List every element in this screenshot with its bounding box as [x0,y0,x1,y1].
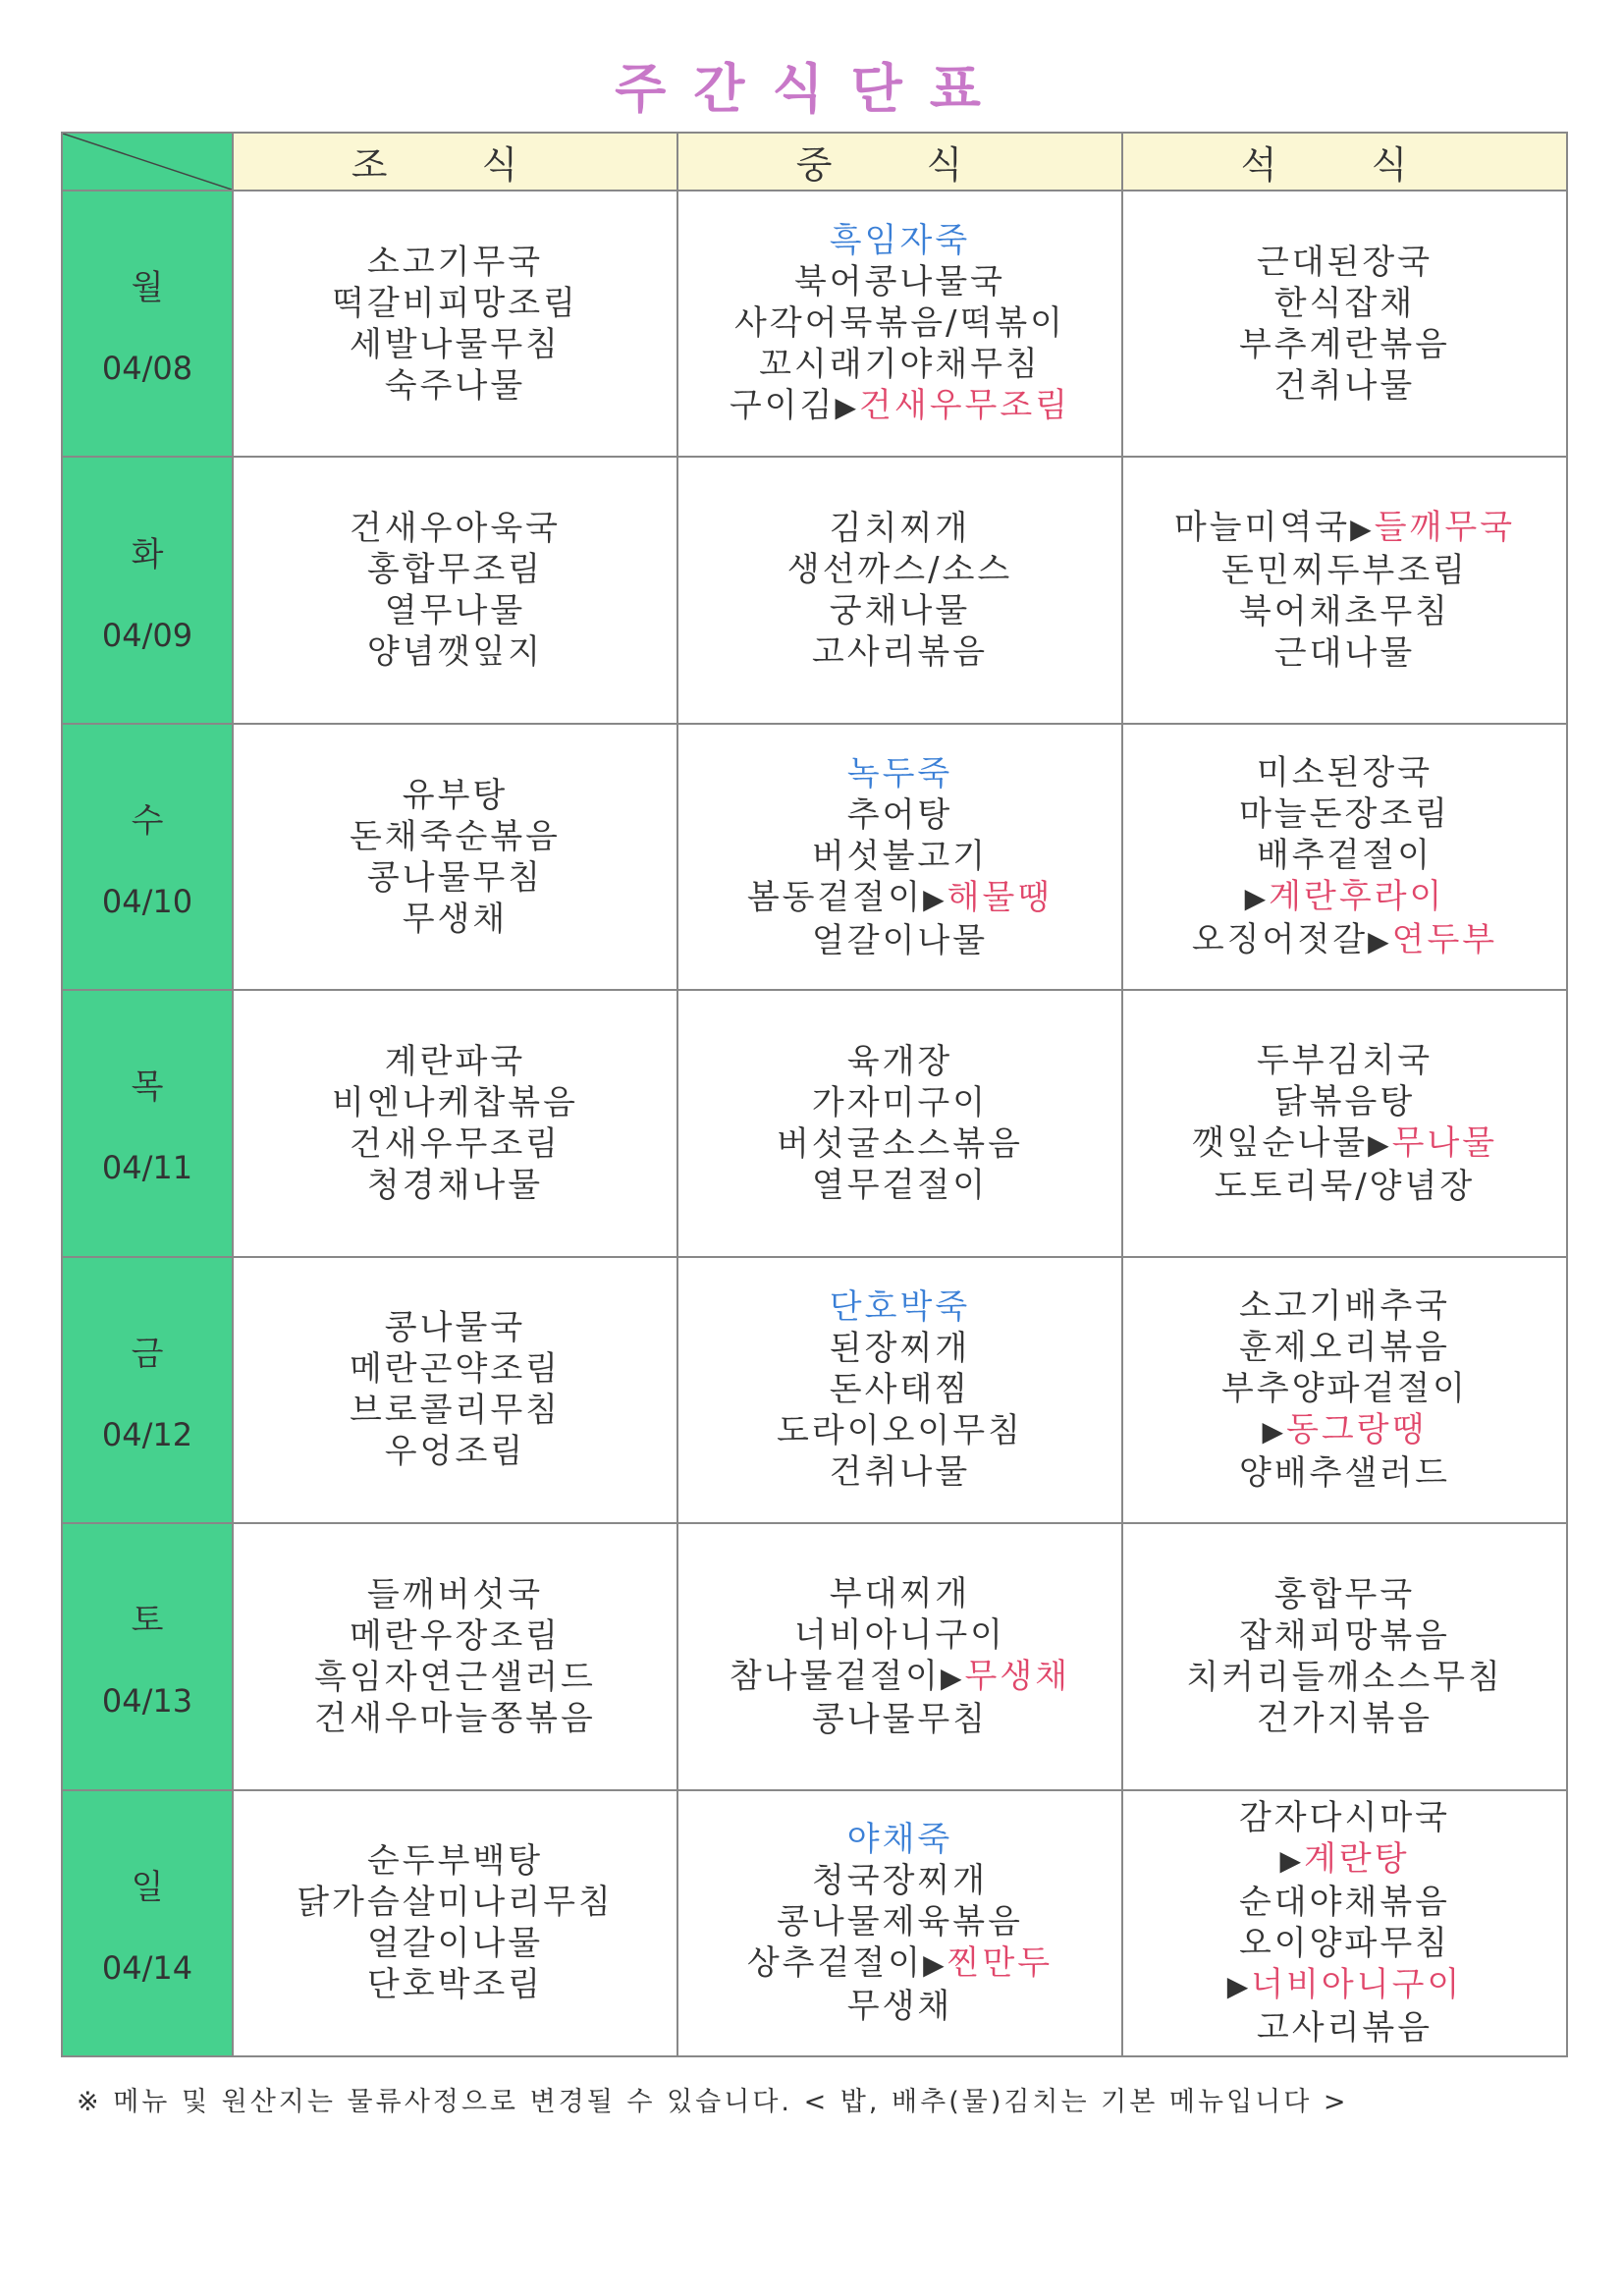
menu-text: 고사리볶음 [811,632,989,673]
menu-item [234,1615,676,1657]
menu-text: 깻잎순나물 [1191,1122,1369,1163]
menu-item [234,1574,676,1615]
menu-item [234,816,676,857]
menu-item [678,1699,1121,1740]
menu-item [234,324,676,365]
menu-item [1123,1657,1566,1698]
menu-text: 콩나물제육볶음 [777,1902,1023,1942]
substitute-arrow-icon: ▶ [1226,1970,1252,2003]
menu-item [678,631,1121,673]
menu-text: 건취나물 [1273,365,1416,406]
menu-item [1123,1040,1566,1081]
substitute-text: 동그랑땡 [1286,1410,1428,1450]
substitute-arrow-icon: ▶ [1350,513,1375,546]
menu-text: 북어콩나물국 [793,261,1006,301]
menu-text: 유부탕 [402,775,509,815]
menu-text: 생선까스/소스 [786,550,1013,590]
menu-item [234,590,676,631]
menu-item [678,261,1121,302]
menu-item [678,1986,1121,2027]
menu-text: 양념깻잎지 [366,632,544,673]
menu-item [1123,283,1566,324]
menu-text: 버섯불고기 [811,836,989,876]
menu-text: 돈채죽순볶음 [349,816,562,856]
substitute-text: 들깨무국 [1374,508,1516,548]
menu-item [678,220,1121,261]
menu-text: 콩나물무침 [811,1699,989,1739]
menu-item [678,1901,1121,1942]
menu-item [234,1964,676,2005]
menu-body [62,191,1567,2056]
day-row [62,990,1567,1256]
day-row [62,724,1567,990]
corner-cell [62,133,233,191]
porridge-text: 흑임자죽 [829,220,971,260]
breakfast-cell [233,724,677,990]
menu-item [234,1041,676,1082]
menu-item [678,1614,1121,1656]
substitute-arrow-icon: ▶ [940,1661,965,1694]
menu-text: 소고기무국 [366,242,544,282]
menu-text: 계란파국 [384,1041,526,1081]
menu-item [234,1923,676,1964]
porridge-text: 녹두죽 [846,753,953,793]
menu-text: 청국장찌개 [811,1861,989,1901]
menu-text: 건새우무조림 [349,1123,562,1164]
menu-item [1123,1964,1566,2007]
menu-item [678,1860,1121,1901]
menu-text: 얼갈이나물 [811,920,989,960]
menu-text: 열무겉절이 [811,1165,989,1205]
menu-item [678,1041,1121,1082]
menu-text: 부대찌개 [829,1573,971,1613]
menu-item [234,365,676,407]
menu-item [234,1840,676,1882]
header-row [62,133,1567,191]
day-row [62,1790,1567,2056]
menu-text: 배추겉절이 [1256,835,1434,875]
breakfast-cell [233,990,677,1256]
day-date: 04/11 [101,1149,193,1187]
dinner-cell [1122,1790,1567,2056]
menu-text: 된장찌개 [829,1329,971,1369]
substitute-arrow-icon: ▶ [835,390,859,423]
menu-text: 얼갈이나물 [366,1924,544,1964]
menu-text: 메란곤약조림 [349,1349,562,1390]
menu-item [234,1082,676,1123]
menu-text: 흑임자연근샐러드 [314,1657,596,1697]
porridge-text: 단호박죽 [829,1287,971,1328]
dinner-cell [1122,1523,1567,1789]
day-cell [62,1523,233,1789]
menu-text: 단호박조림 [366,1965,544,2005]
menu-item [234,283,676,324]
day-name: 금 [131,1334,164,1374]
day-row [62,1523,1567,1789]
dinner-cell [1122,191,1567,457]
menu-text: 브로콜리무침 [349,1391,562,1431]
menu-item [678,1819,1121,1860]
substitute-text: 계란탕 [1304,1839,1410,1880]
menu-item [234,1123,676,1165]
menu-text: 사각어묵볶음/떡볶이 [733,302,1066,343]
menu-item [678,1656,1121,1699]
menu-text: 돈민찌두부조림 [1221,551,1468,591]
menu-text: 홍합무국 [1273,1574,1416,1614]
menu-text: 순두부백탕 [366,1841,544,1882]
menu-text: 메란우장조림 [349,1615,562,1656]
lunch-cell [677,724,1122,990]
menu-text: 돈사태찜 [829,1370,971,1410]
menu-item [678,1451,1121,1493]
menu-item [678,385,1121,428]
menu-text: 너비아니구이 [793,1614,1006,1655]
menu-text: 순대야채볶음 [1238,1883,1451,1923]
menu-item [234,1698,676,1739]
dinner-cell [1122,457,1567,723]
header-dinner: 석 식 [1122,133,1567,191]
weekly-menu-table [61,132,1568,2057]
day-cell [62,724,233,990]
menu-item [678,508,1121,549]
menu-item [1123,324,1566,365]
menu-text: 김치찌개 [829,509,971,549]
dinner-cell [1122,724,1567,990]
menu-text: 들깨버섯국 [366,1574,544,1614]
day-cell [62,457,233,723]
menu-item [1123,1409,1566,1452]
breakfast-cell [233,191,677,457]
menu-item [678,344,1121,385]
breakfast-cell [233,1523,677,1789]
menu-item [234,1431,676,1472]
menu-item [678,1082,1121,1123]
menu-item [1123,876,1566,919]
menu-item [1123,1368,1566,1409]
substitute-arrow-icon: ▶ [923,882,947,915]
menu-text: 건취나물 [829,1452,971,1493]
substitute-arrow-icon: ▶ [1244,881,1270,914]
substitute-arrow-icon: ▶ [923,1948,947,1982]
menu-text: 근대된장국 [1256,242,1434,282]
menu-item [234,631,676,673]
menu-text: 두부김치국 [1256,1040,1434,1080]
substitute-arrow-icon: ▶ [1368,924,1392,957]
day-row [62,191,1567,457]
menu-text: 육개장 [846,1041,953,1081]
menu-text: 잡채피망볶음 [1238,1615,1451,1656]
menu-text: 홍합무조림 [366,550,544,590]
menu-text: 마늘미역국 [1173,508,1351,548]
menu-item [1123,1923,1566,1964]
substitute-text: 계란후라이 [1269,876,1445,916]
lunch-cell [677,191,1122,457]
day-date: 04/14 [101,1948,193,1987]
menu-text: 부추계란볶음 [1238,324,1451,364]
menu-text: 청경채나물 [366,1165,544,1205]
menu-item [678,1942,1121,1986]
substitute-text: 연두부 [1391,919,1498,959]
menu-item [1123,793,1566,835]
menu-item [1123,1797,1566,1838]
substitute-arrow-icon: ▶ [1368,1127,1392,1161]
menu-item [234,1657,676,1698]
lunch-cell [677,457,1122,723]
menu-item [234,508,676,549]
substitute-arrow-icon: ▶ [1279,1844,1304,1878]
menu-text: 닭볶음탕 [1273,1081,1416,1121]
menu-text: 무생채 [402,899,509,939]
menu-item [1123,1081,1566,1122]
menu-text: 한식잡채 [1273,283,1416,323]
menu-item [678,836,1121,877]
menu-item [678,1410,1121,1451]
menu-text: 참나물겉절이 [729,1656,941,1696]
page-title: 주간식단표 [615,58,1008,120]
menu-text: 북어채초무침 [1238,592,1451,632]
menu-text: 꼬시래기야채무침 [759,344,1041,384]
menu-item [234,1165,676,1206]
menu-item [678,794,1121,836]
menu-item [234,775,676,816]
day-date: 04/13 [101,1682,193,1721]
menu-item [678,302,1121,344]
menu-text: 훈제오리볶음 [1238,1328,1451,1368]
menu-item [1123,1882,1566,1923]
menu-text: 세발나물무침 [349,324,562,364]
menu-item [1123,1838,1566,1882]
menu-item [678,1328,1121,1369]
day-cell [62,1257,233,1523]
menu-text: 미소된장국 [1256,752,1434,793]
day-name: 수 [131,801,164,842]
lunch-cell [677,1790,1122,2056]
substitute-text: 건새우무조림 [859,385,1071,425]
menu-item [678,549,1121,590]
menu-text: 구이김 [729,385,836,425]
menu-item [1123,1615,1566,1657]
menu-text: 치커리들깨소스무침 [1186,1657,1503,1697]
day-date: 04/10 [101,883,193,921]
substitute-text: 무생채 [964,1656,1071,1696]
day-name: 목 [131,1067,164,1108]
menu-text: 버섯굴소스볶음 [777,1123,1023,1164]
menu-text: 숙주나물 [384,365,526,406]
menu-text: 오징어젓갈 [1191,919,1369,959]
menu-text: 비엔나케찹볶음 [332,1082,578,1122]
menu-text: 건새우마늘쫑볶음 [314,1698,596,1738]
menu-item [1123,365,1566,407]
menu-item [678,877,1121,920]
breakfast-cell [233,457,677,723]
menu-text: 상추겉절이 [746,1943,924,1984]
day-name: 월 [131,268,164,308]
menu-text: 도토리묵/양념장 [1214,1166,1476,1206]
menu-text: 열무나물 [384,591,526,631]
header-lunch: 중 식 [677,133,1122,191]
day-date: 04/09 [101,616,193,654]
menu-text: 오이양파무침 [1238,1924,1451,1964]
substitute-text: 해물땡 [947,877,1054,917]
menu-item [678,1165,1121,1206]
substitute-arrow-icon: ▶ [1262,1415,1287,1449]
menu-item [1123,752,1566,793]
lunch-cell [677,990,1122,1256]
menu-text: 소고기배추국 [1238,1286,1451,1327]
menu-item [234,549,676,590]
menu-text: 고사리볶음 [1256,2008,1434,2049]
day-cell [62,990,233,1256]
menu-text: 추어탕 [846,794,953,835]
menu-item [1123,1285,1566,1327]
menu-item [234,1882,676,1923]
header-breakfast: 조 식 [233,133,677,191]
day-date: 04/08 [101,350,193,388]
menu-item [1123,835,1566,876]
day-name: 화 [131,534,164,574]
menu-item [678,1123,1121,1165]
menu-item [678,753,1121,794]
menu-item [1123,550,1566,591]
footnote: ※ 메뉴 및 원산지는 물류사정으로 변경될 수 있습니다. < 밥, 배추(물)김치는 기본 메뉴입니다 > [77,2087,1349,2117]
menu-item [678,1573,1121,1614]
menu-item [1123,1574,1566,1615]
menu-item [1123,1327,1566,1368]
day-row [62,457,1567,723]
menu-item [678,1369,1121,1410]
menu-item [1123,507,1566,550]
breakfast-cell [233,1257,677,1523]
substitute-text: 무나물 [1391,1122,1498,1163]
menu-item [678,1286,1121,1328]
day-name: 일 [131,1867,164,1907]
menu-text: 떡갈비피망조림 [332,283,578,323]
menu-text: 건새우아욱국 [349,509,562,549]
day-cell [62,191,233,457]
menu-item [234,1307,676,1348]
dinner-cell [1122,990,1567,1256]
menu-text: 건가지볶음 [1256,1698,1434,1738]
breakfast-cell [233,1790,677,2056]
diagonal-line [63,134,232,190]
menu-item [234,899,676,940]
menu-text: 마늘돈장조림 [1238,793,1451,834]
menu-text: 콩나물국 [384,1308,526,1348]
menu-item [678,590,1121,631]
substitute-text: 찐만두 [947,1943,1054,1984]
lunch-cell [677,1523,1122,1789]
porridge-text: 야채죽 [846,1820,953,1860]
menu-text: 도라이오이무침 [777,1411,1023,1451]
day-date: 04/12 [101,1415,193,1453]
menu-item [234,1390,676,1431]
menu-text: 양배추샐러드 [1238,1453,1451,1494]
menu-item [1123,591,1566,632]
menu-item [1123,632,1566,674]
menu-item [1123,242,1566,283]
menu-item [1123,1698,1566,1739]
menu-item [234,857,676,899]
menu-text: 근대나물 [1273,633,1416,674]
menu-text: 콩나물무침 [366,857,544,898]
menu-item [1123,1166,1566,1207]
lunch-cell [677,1257,1122,1523]
menu-text: 가자미구이 [811,1082,989,1122]
substitute-text: 너비아니구이 [1251,1965,1463,2005]
dinner-cell [1122,1257,1567,1523]
day-row [62,1257,1567,1523]
day-cell [62,1790,233,2056]
menu-text: 무생채 [846,1987,953,2027]
menu-text: 감자다시마국 [1238,1798,1451,1838]
menu-item [1123,2007,1566,2049]
menu-item [1123,919,1566,962]
menu-text: 우엉조림 [384,1432,526,1472]
menu-item [1123,1452,1566,1494]
menu-text: 닭가슴살미나리무침 [297,1883,614,1923]
menu-text: 봄동겉절이 [746,877,924,917]
menu-item [234,242,676,283]
menu-item [1123,1122,1566,1166]
menu-text: 부추양파겉절이 [1221,1369,1468,1409]
menu-item [678,920,1121,961]
menu-item [234,1348,676,1390]
menu-text: 궁채나물 [829,591,971,631]
day-name: 토 [131,1601,164,1641]
